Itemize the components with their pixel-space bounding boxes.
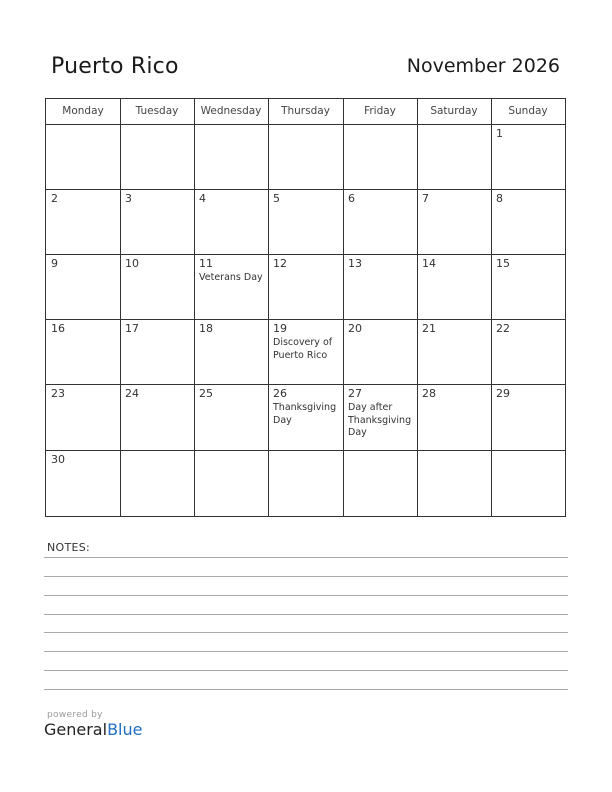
day-cell [46,320,120,385]
notes-line [44,651,568,652]
day-cell [417,320,491,385]
day-cell [46,190,120,255]
day-number: 30 [51,453,65,466]
day-cell [268,190,343,255]
day-cell [417,451,491,517]
holiday-label: Veterans Day [199,272,263,283]
day-number: 13 [348,257,362,270]
day-number: 29 [496,387,510,400]
day-number: 14 [422,257,436,270]
logo-blue: Blue [107,720,143,739]
day-cell [417,125,491,190]
day-number: 15 [496,257,510,270]
day-number: 9 [51,257,58,270]
day-number: 25 [199,387,213,400]
day-cell [194,190,268,255]
notes-line [44,670,568,671]
day-number: 26 [273,387,287,400]
notes-label: NOTES: [47,541,91,554]
day-number: 19 [273,322,287,335]
day-number: 17 [125,322,139,335]
day-cell [46,125,120,190]
day-cell [120,320,194,385]
day-cell [194,125,268,190]
day-number: 4 [199,192,206,205]
day-number: 11 [199,257,213,270]
day-cell [491,385,565,451]
weekday-sunday: Sunday [508,105,548,117]
weekday-tuesday: Tuesday [135,105,179,117]
logo-general: General [44,720,108,739]
weekday-wednesday: Wednesday [200,105,262,117]
day-cell [46,385,120,451]
day-cell [417,255,491,320]
day-number: 7 [422,192,429,205]
day-number: 27 [348,387,362,400]
day-cell [491,451,565,517]
day-number: 12 [273,257,287,270]
day-cell [268,451,343,517]
day-cell [120,255,194,320]
day-number: 2 [51,192,58,205]
notes-line [44,595,568,596]
notes-line [44,689,568,690]
day-cell [343,320,417,385]
day-number: 6 [348,192,355,205]
notes-line [44,632,568,633]
day-number: 21 [422,322,436,335]
day-cell [268,385,343,451]
day-cell [491,190,565,255]
day-cell [343,125,417,190]
calendar-title-country: Puerto Rico [51,54,179,79]
day-cell [343,385,417,451]
weekday-saturday: Saturday [430,105,478,117]
day-cell [343,255,417,320]
holiday-label: Day after Thanksgiving Day [348,402,412,438]
day-cell [417,190,491,255]
day-number: 10 [125,257,139,270]
day-cell [46,255,120,320]
day-number: 23 [51,387,65,400]
day-cell [268,255,343,320]
generalblue-logo [44,720,142,739]
day-number: 24 [125,387,139,400]
holiday-label: Thanksgiving Day [273,402,337,426]
holiday-label: Discovery of Puerto Rico [273,337,333,361]
day-cell [491,255,565,320]
day-cell [120,451,194,517]
day-cell [120,385,194,451]
day-number: 5 [273,192,280,205]
day-cell [268,125,343,190]
day-cell [120,125,194,190]
day-number: 16 [51,322,65,335]
notes-line [44,576,568,577]
weekday-friday: Friday [364,105,396,117]
day-cell [46,451,120,517]
day-number: 18 [199,322,213,335]
weekday-thursday: Thursday [281,105,330,117]
day-number: 20 [348,322,362,335]
day-number: 3 [125,192,132,205]
day-cell [491,320,565,385]
day-number: 8 [496,192,503,205]
day-cell [194,255,268,320]
day-number: 28 [422,387,436,400]
day-cell [343,190,417,255]
day-cell [194,451,268,517]
day-cell [417,385,491,451]
day-cell [343,451,417,517]
weekday-header-row [46,99,565,125]
weekday-monday: Monday [62,105,104,117]
day-cell [120,190,194,255]
notes-line [44,557,568,558]
day-cell [268,320,343,385]
powered-by-label: powered by [47,710,103,720]
calendar-title-month: November 2026 [406,55,560,77]
calendar-grid [45,98,566,517]
day-cell [491,125,565,190]
day-number: 1 [496,127,503,140]
notes-line [44,614,568,615]
day-cell [194,385,268,451]
day-cell [194,320,268,385]
day-number: 22 [496,322,510,335]
